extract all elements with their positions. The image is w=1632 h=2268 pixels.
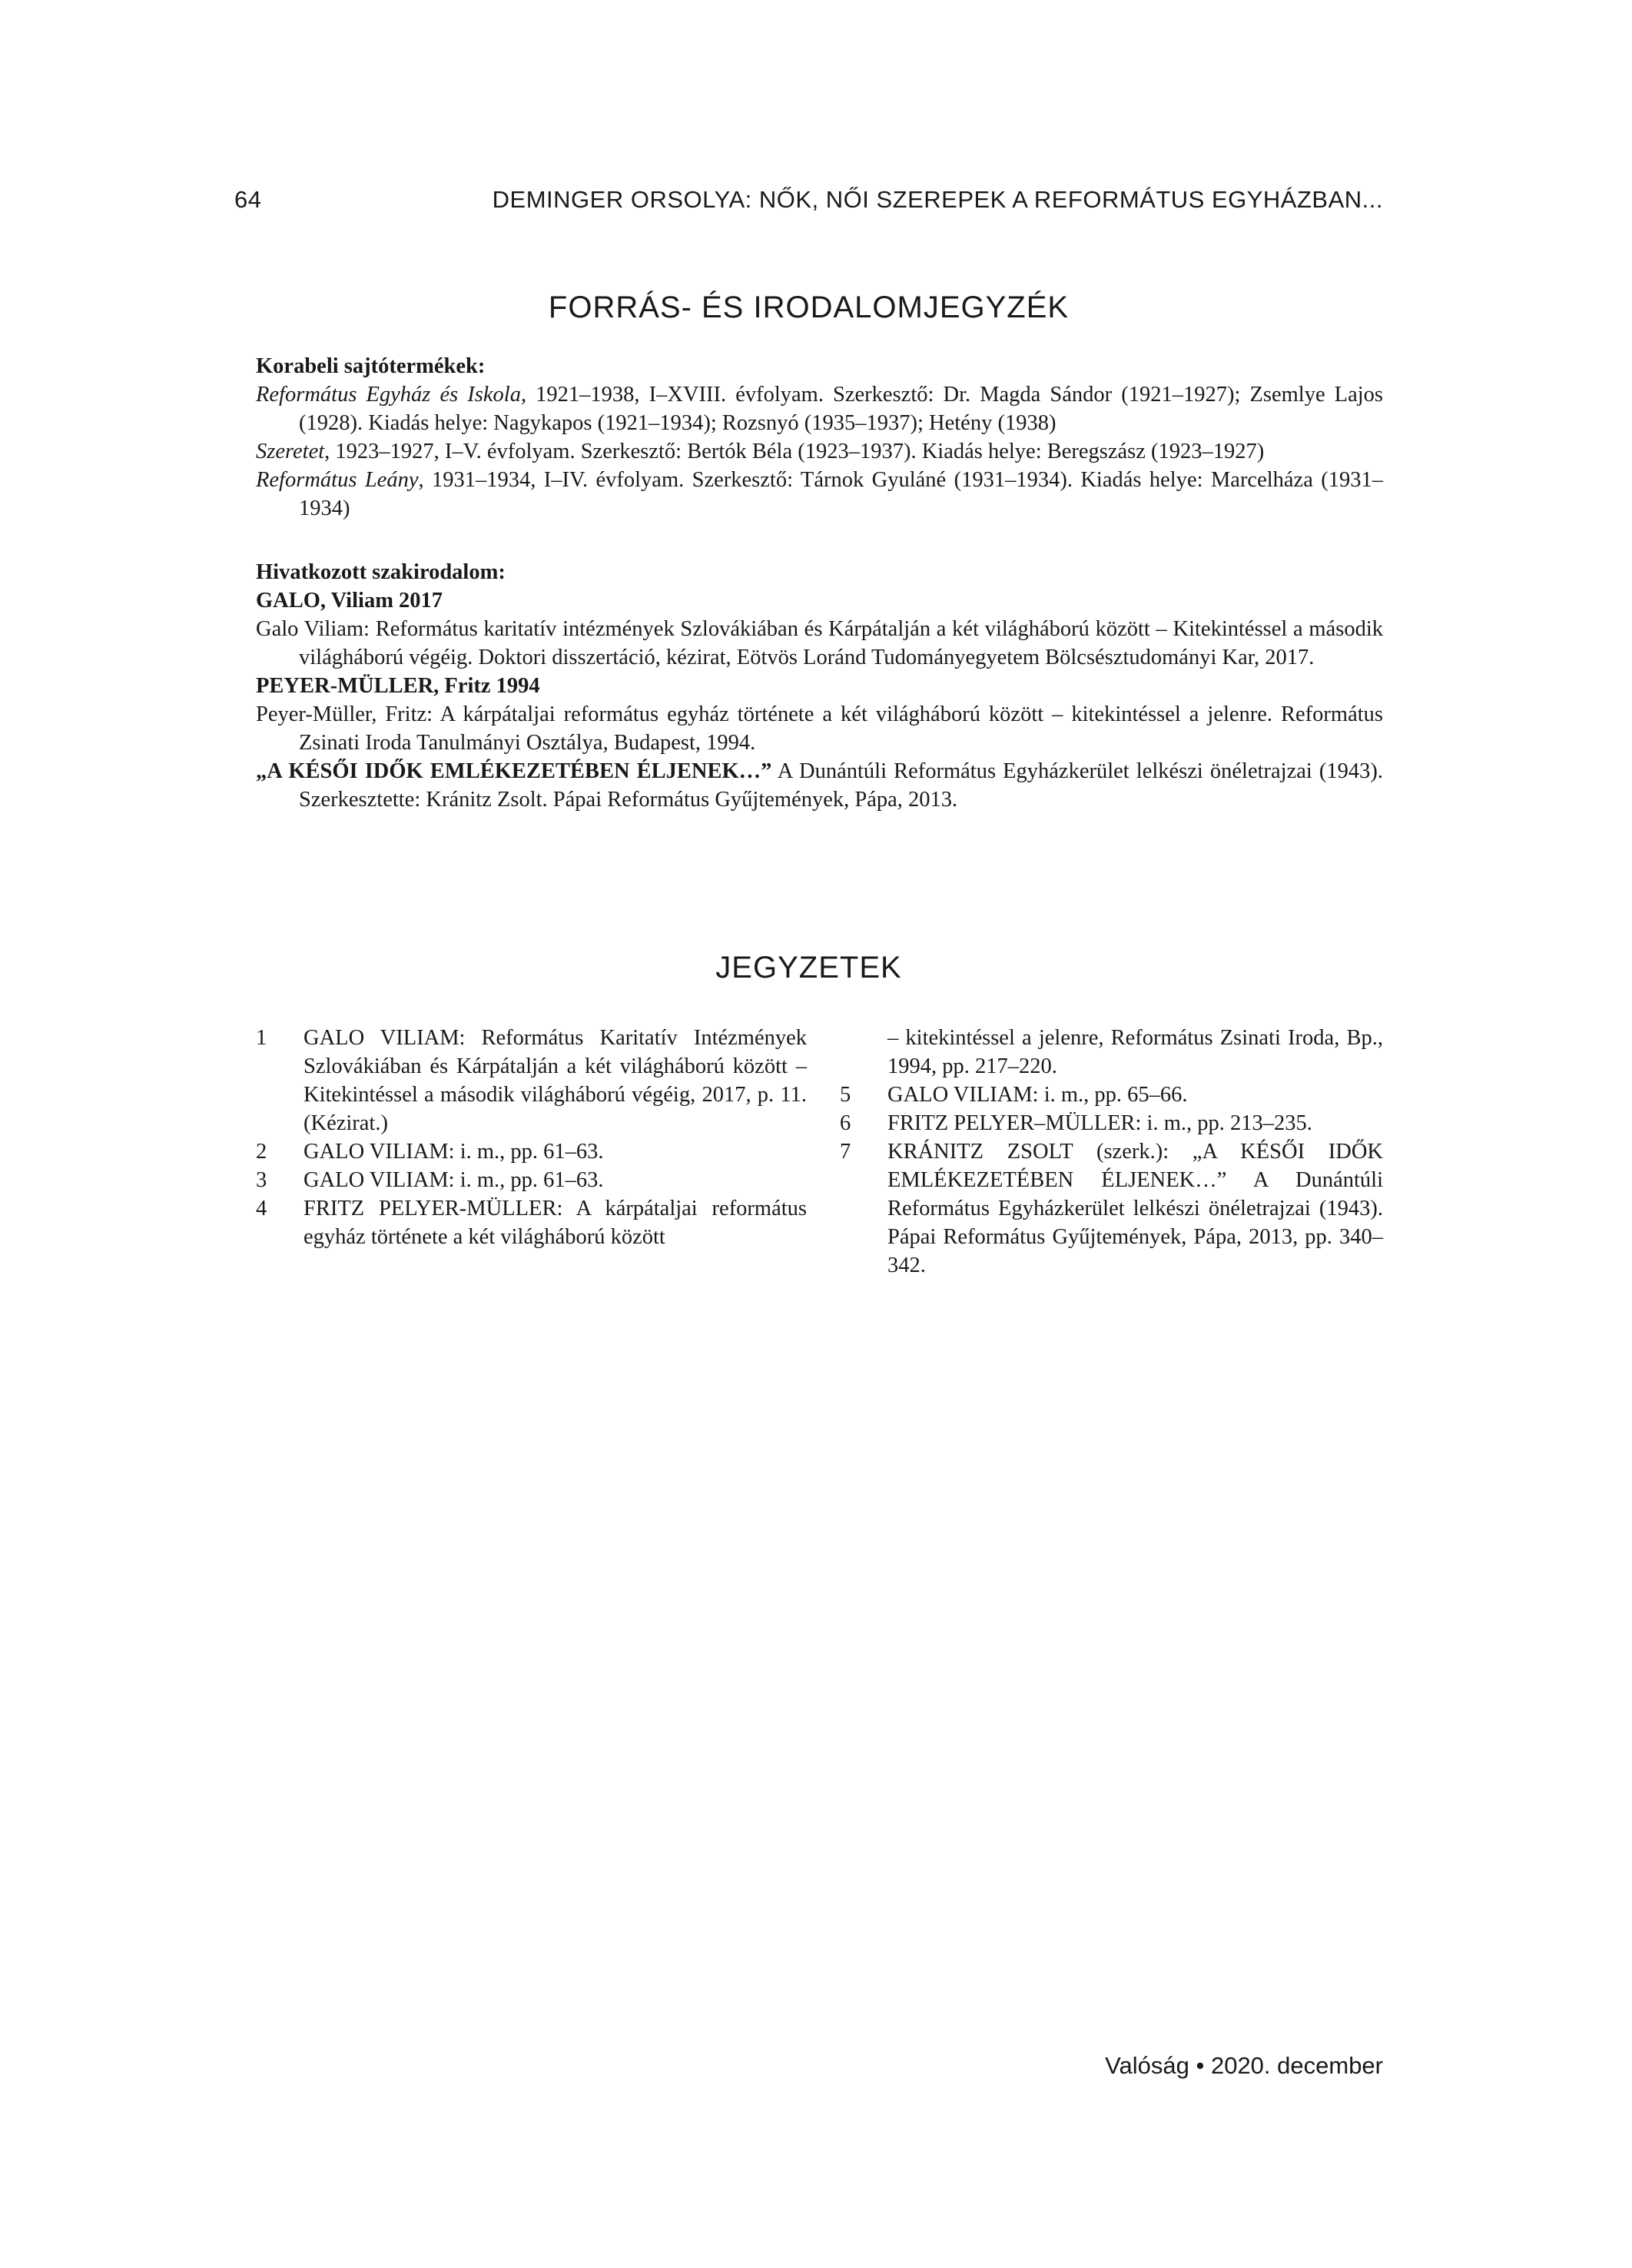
notes-left-column (256, 1024, 807, 1251)
page-number: 64 (234, 186, 262, 213)
press-title: Református Leány (256, 468, 419, 492)
endnote-number: 7 (840, 1140, 851, 1164)
running-title: DEMINGER ORSOLYA: NŐK, NŐI SZEREPEK A REFORMÁTUS EGYHÁZBAN... (492, 186, 1383, 213)
endnote-continuation (840, 1024, 1383, 1081)
endnote-number: 6 (840, 1111, 851, 1135)
endnote-text: FRITZ PELYER-MÜLLER: A kárpátaljai református egyház története a két világháború között (304, 1197, 807, 1249)
literature-heading: Hivatkozott szakirodalom: (256, 560, 506, 584)
period-press-heading: Korabeli sajtótermékek: (256, 354, 486, 378)
literature-entry: Peyer-Müller, Fritz: A kárpátaljai református egyház története a két világháború között – kitekintéssel a jelenre. Református Zsinati Iroda Tanulmányi Osztálya, Budapest, 1994. (256, 702, 1383, 755)
notes-title: JEGYZETEK (715, 951, 902, 985)
endnote-text: GALO VILIAM: i. m., pp. 61–63. (304, 1168, 604, 1192)
endnote-text: GALO VILIAM: i. m., pp. 65–66. (887, 1083, 1188, 1107)
literature-key: GALO, Viliam 2017 (256, 589, 443, 613)
bibliography (256, 352, 1383, 814)
endnote-text: GALO VILIAM: Református Karitatív Intézmények Szlovákiában és Kárpátalján a két világháború között – Kitekintéssel a második világháború végéig, 2017, p. 11. (Kézirat.) (304, 1026, 807, 1135)
endnote (840, 1081, 1383, 1109)
endnote (840, 1109, 1383, 1137)
press-entry (256, 380, 1383, 437)
literature-entry: Galo Viliam: Református karitatív intézmények Szlovákiában és Kárpátalján a két világháború között – Kitekintéssel a második világháború végéig. Doktori disszertáció, kézirat, Eötvös Loránd Tudományegyetem Bölcsésztudományi Kar, 2017. (256, 617, 1383, 669)
anthology-title: „A KÉSŐI IDŐK EMLÉKEZETÉBEN ÉLJENEK…” (256, 759, 772, 783)
endnote-number: 3 (256, 1168, 267, 1192)
endnote-number: 5 (840, 1083, 851, 1107)
press-details: , 1921–1938, I–XVIII. évfolyam. Szerkesztő: Dr. Magda Sándor (1921–1927); Zsemlye Lajos (1928). Kiadás helye: Nagykapos (1921–1934); Rozsnyó (1935–1937); Hetény (1938) (299, 383, 1383, 435)
press-entry (256, 437, 1383, 466)
endnote-number: 4 (256, 1197, 267, 1220)
running-header (234, 186, 1383, 220)
press-entry (256, 466, 1383, 523)
endnote-text: GALO VILIAM: i. m., pp. 61–63. (304, 1140, 604, 1164)
sources-title: FORRÁS- ÉS IRODALOMJEGYZÉK (548, 291, 1070, 324)
endnote (256, 1024, 807, 1137)
endnote-text: FRITZ PELYER–MÜLLER: i. m., pp. 213–235. (887, 1111, 1312, 1135)
endnote (256, 1166, 807, 1194)
endnote-text: – kitekintéssel a jelenre, Református Zsinati Iroda, Bp., 1994, pp. 217–220. (887, 1026, 1383, 1078)
press-title: Szeretet (256, 440, 325, 463)
endnote-text: KRÁNITZ ZSOLT (szerk.): „A KÉSŐI IDŐK EMLÉKEZETÉBEN ÉLJENEK…” A Dunántúli Református Egyházkerület lelkészi önéletrajzai (1943). Pápai Református Gyűjtemények, Pápa, 2013, pp. 340–342. (887, 1140, 1383, 1277)
endnote (256, 1194, 807, 1251)
press-title: Református Egyház és Iskola (256, 383, 521, 407)
press-details: , 1931–1934, I–IV. évfolyam. Szerkesztő: Tárnok Gyuláné (1931–1934). Kiadás helye: Marcelháza (1931–1934) (299, 468, 1383, 520)
endnote-number: 2 (256, 1140, 267, 1164)
endnote-number: 1 (256, 1026, 267, 1050)
footer: Valóság • 2020. december (1105, 2052, 1383, 2079)
anthology-details: A Dunántúli Református Egyházkerület lelkészi önéletrajzai (1943). Szerkesztette: Kránitz Zsolt. Pápai Református Gyűjtemények, Pápa, 2013. (299, 759, 1383, 812)
literature-key: PEYER-MÜLLER, Fritz 1994 (256, 674, 540, 698)
notes-right-column (840, 1024, 1383, 1280)
endnote (840, 1137, 1383, 1280)
anthology-entry (256, 757, 1383, 814)
press-details: , 1923–1927, I–V. évfolyam. Szerkesztő: Bertók Béla (1923–1937). Kiadás helye: Beregszász (1923–1927) (324, 440, 1265, 463)
endnote (256, 1137, 807, 1166)
